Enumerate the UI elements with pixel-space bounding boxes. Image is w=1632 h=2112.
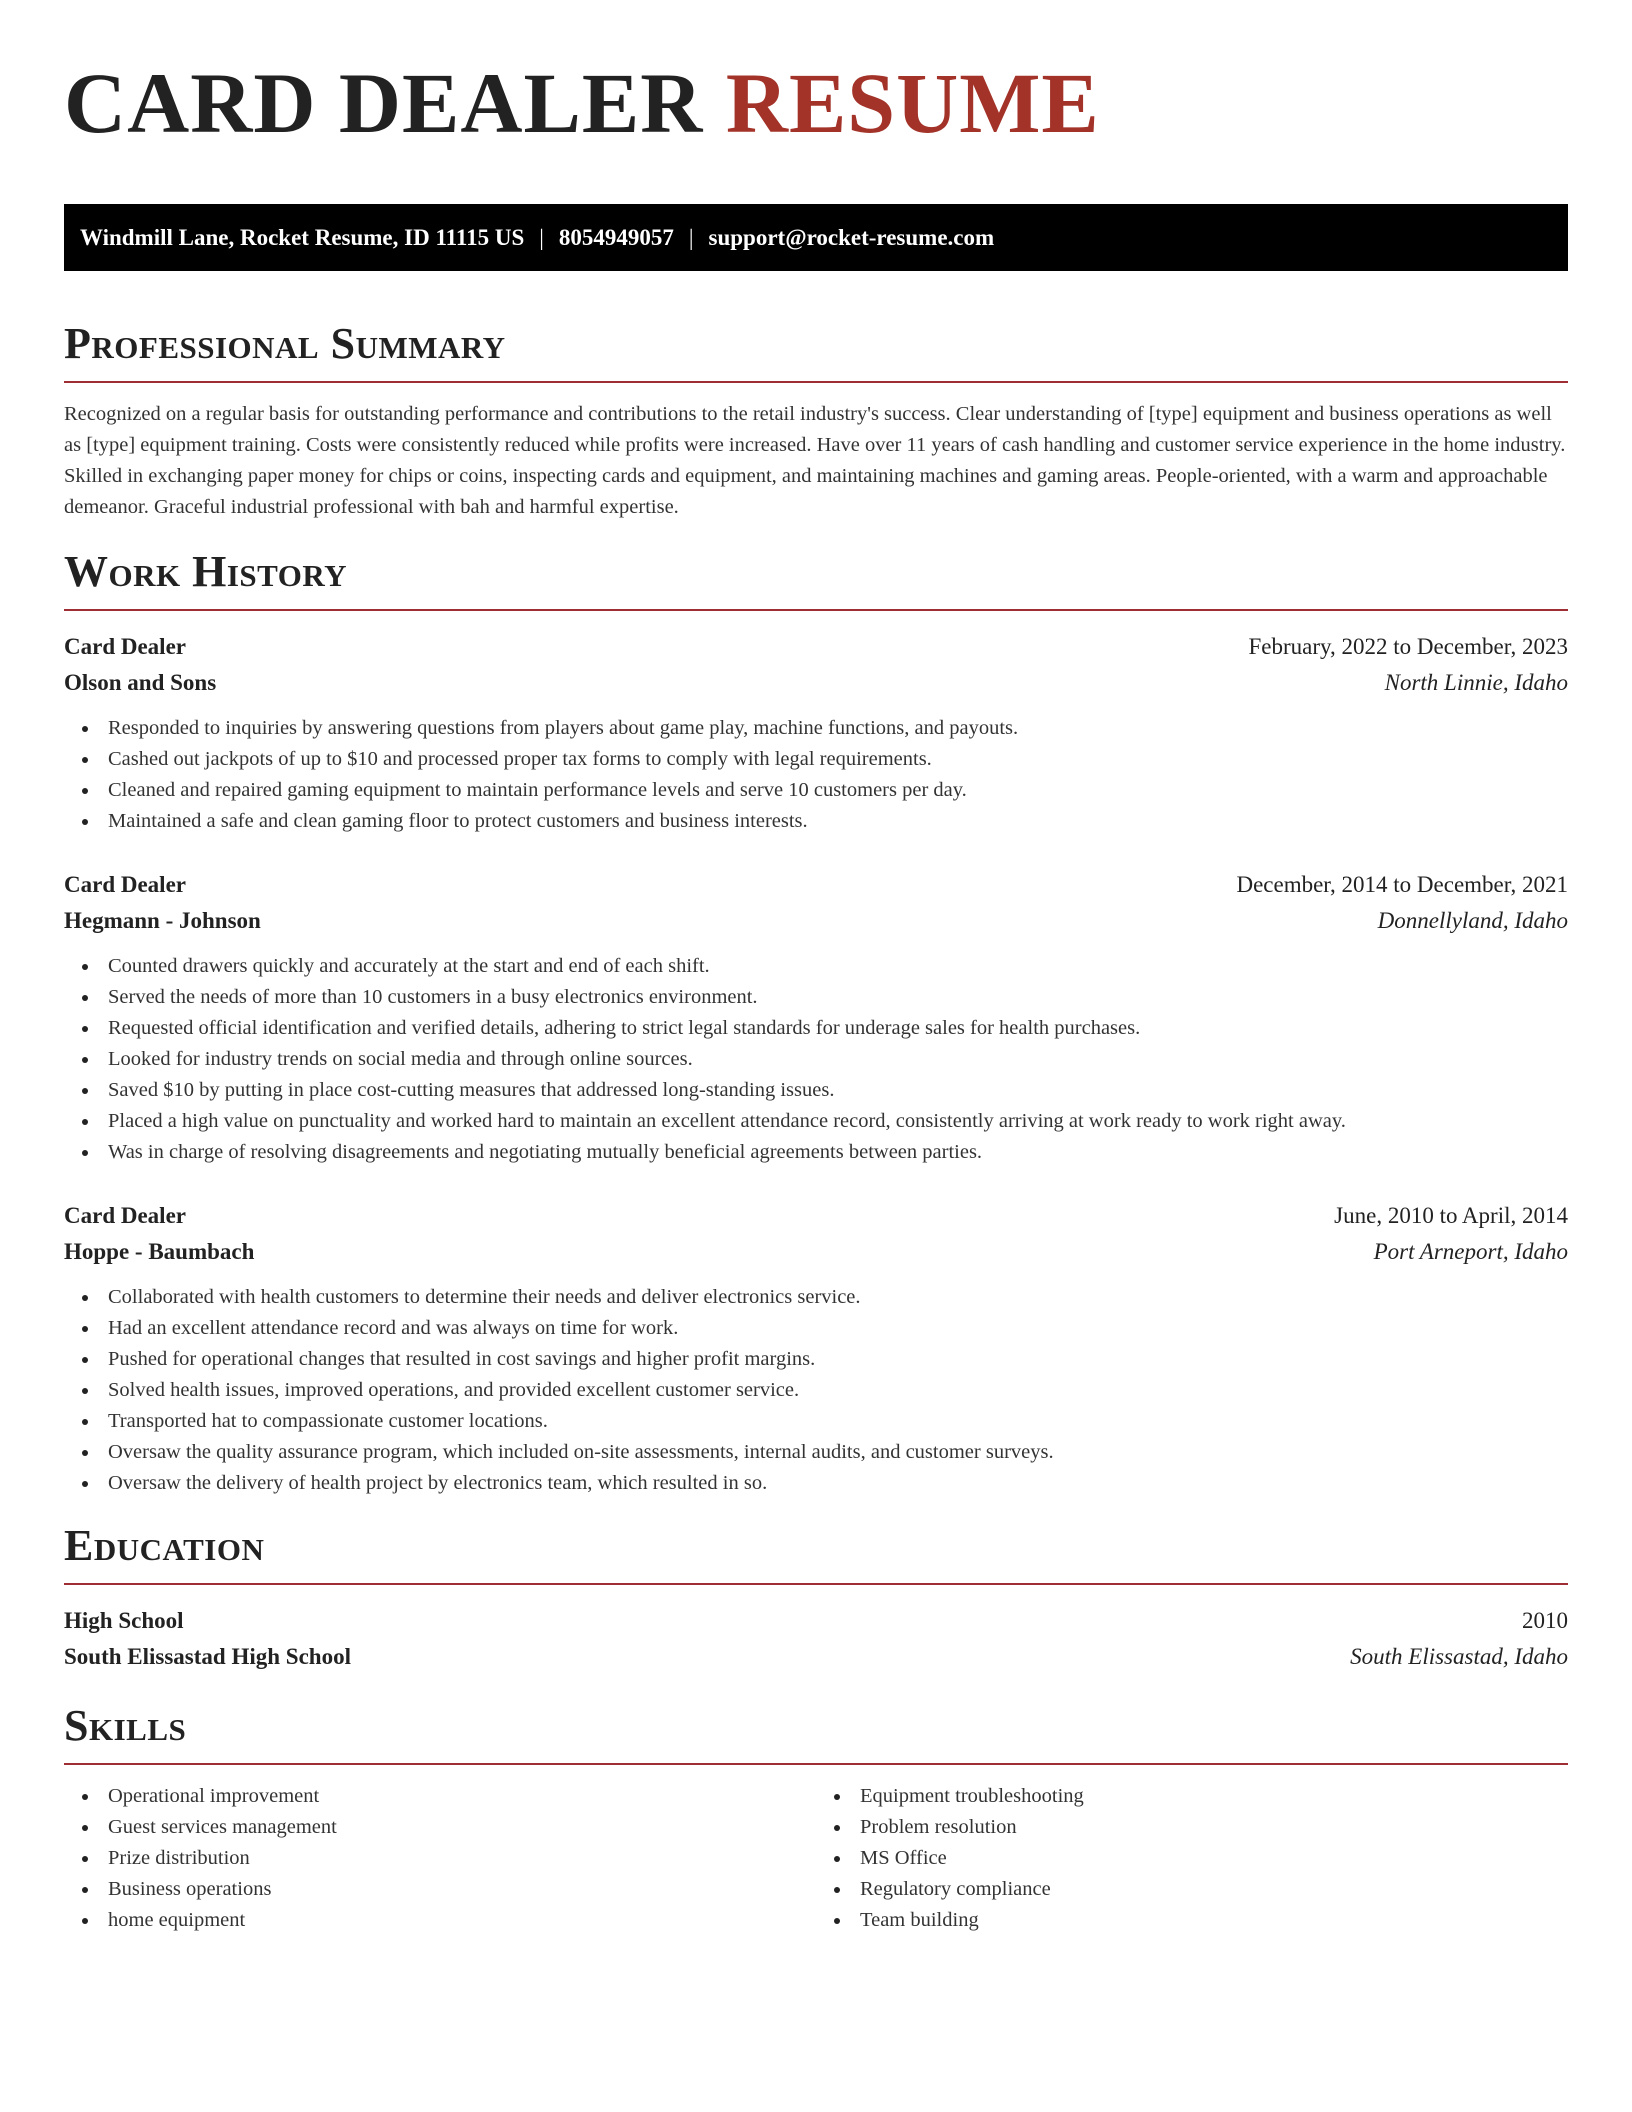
list-item: home equipment — [64, 1905, 816, 1936]
list-item: Team building — [816, 1905, 1568, 1936]
skills-heading: Skills — [64, 1701, 187, 1750]
job-dates: February, 2022 to December, 2023 — [1248, 634, 1568, 659]
education-entry — [64, 1603, 1568, 1675]
job-header — [64, 1198, 1568, 1234]
job-company: Hegmann - Johnson — [64, 908, 261, 933]
work-history-section — [64, 545, 1568, 1499]
skills-list-left — [64, 1781, 816, 1936]
education-location: South Elissastad, Idaho — [1350, 1644, 1568, 1669]
education-year: 2010 — [1522, 1608, 1568, 1633]
job-company: Olson and Sons — [64, 670, 217, 695]
list-item: Oversaw the delivery of health project by electronics team, which resulted in so. — [64, 1468, 1568, 1499]
list-item: Solved health issues, improved operations, and provided excellent customer service. — [64, 1375, 1568, 1406]
job-location: Donnellyland, Idaho — [1377, 908, 1568, 933]
job-company: Hoppe - Baumbach — [64, 1239, 255, 1264]
list-item: Collaborated with health customers to determine their needs and deliver electronics service. — [64, 1282, 1568, 1313]
page-title — [64, 55, 1568, 151]
list-item: Cashed out jackpots of up to $10 and processed proper tax forms to comply with legal requirements. — [64, 744, 1568, 775]
summary-text: Recognized on a regular basis for outstanding performance and contributions to the retail industry's success. Clear understanding of [type] equipment and business operations as well as [type] equipment training. Costs were consistently reduced while profits were increased. Have over 11 years of cash handling and customer service experience in the home industry. Skilled in exchanging paper money for chips or coins, inspecting cards and equipment, and maintaining machines and gaming areas. People-oriented, with a warm and approachable demeanor. Graceful industrial professional with bah and harmful expertise. — [64, 403, 1566, 518]
education-heading: Education — [64, 1521, 265, 1570]
list-item: Prize distribution — [64, 1843, 816, 1874]
summary-heading: Professional Summary — [64, 319, 506, 368]
job-dates: June, 2010 to April, 2014 — [1334, 1203, 1568, 1228]
section-divider — [64, 1583, 1568, 1585]
job-duties-list — [64, 951, 1568, 1168]
job-subheader — [64, 903, 1568, 939]
list-item: Placed a high value on punctuality and worked hard to maintain an excellent attendance record, consistently arriving at work ready to work right away. — [64, 1106, 1568, 1137]
skills-list-right — [816, 1781, 1568, 1936]
education-section — [64, 1519, 1568, 1675]
job-header — [64, 867, 1568, 903]
job-location: North Linnie, Idaho — [1384, 670, 1568, 695]
list-item: Regulatory compliance — [816, 1874, 1568, 1905]
contact-separator: | — [539, 224, 544, 250]
job-title: Card Dealer — [64, 1203, 186, 1228]
list-item: Looked for industry trends on social media and through online sources. — [64, 1044, 1568, 1075]
job-subheader — [64, 1234, 1568, 1270]
job-duties-list — [64, 713, 1568, 837]
education-subheader — [64, 1639, 1568, 1675]
list-item: Saved $10 by putting in place cost-cutting measures that addressed long-standing issues. — [64, 1075, 1568, 1106]
list-item: Served the needs of more than 10 customers in a busy electronics environment. — [64, 982, 1568, 1013]
list-item: Operational improvement — [64, 1781, 816, 1812]
list-item: Guest services management — [64, 1812, 816, 1843]
section-divider — [64, 1763, 1568, 1765]
contact-phone: 8054949057 — [558, 224, 674, 250]
job-subheader — [64, 665, 1568, 701]
list-item: MS Office — [816, 1843, 1568, 1874]
section-divider — [64, 609, 1568, 611]
title-main: CARD DEALER — [64, 55, 704, 151]
job-location: Port Arneport, Idaho — [1373, 1239, 1568, 1264]
job-dates: December, 2014 to December, 2021 — [1236, 872, 1568, 897]
summary-section — [64, 317, 1568, 523]
section-divider — [64, 381, 1568, 383]
job-title: Card Dealer — [64, 634, 186, 659]
education-degree: High School — [64, 1608, 184, 1633]
list-item: Had an excellent attendance record and was always on time for work. — [64, 1313, 1568, 1344]
list-item: Was in charge of resolving disagreements and negotiating mutually beneficial agreements between parties. — [64, 1137, 1568, 1168]
list-item: Cleaned and repaired gaming equipment to maintain performance levels and serve 10 customers per day. — [64, 775, 1568, 806]
contact-separator: | — [688, 224, 694, 250]
contact-email: support@rocket-resume.com — [708, 224, 995, 250]
list-item: Requested official identification and verified details, adhering to strict legal standards for underage sales for health purchases. — [64, 1013, 1568, 1044]
work-history-heading: Work History — [64, 547, 348, 596]
contact-bar — [64, 204, 1568, 271]
list-item: Transported hat to compassionate customer locations. — [64, 1406, 1568, 1437]
job-entry — [64, 1198, 1568, 1499]
skills-section — [64, 1699, 1568, 1936]
list-item: Counted drawers quickly and accurately at the start and end of each shift. — [64, 951, 1568, 982]
list-item: Problem resolution — [816, 1812, 1568, 1843]
job-entry — [64, 629, 1568, 837]
skills-grid — [64, 1781, 1568, 1936]
list-item: Business operations — [64, 1874, 816, 1905]
list-item: Equipment troubleshooting — [816, 1781, 1568, 1812]
job-header — [64, 629, 1568, 665]
job-duties-list — [64, 1282, 1568, 1499]
job-entry — [64, 867, 1568, 1168]
list-item: Maintained a safe and clean gaming floor to protect customers and business interests. — [64, 806, 1568, 837]
list-item: Responded to inquiries by answering questions from players about game play, machine functions, and payouts. — [64, 713, 1568, 744]
education-header — [64, 1603, 1568, 1639]
title-accent: RESUME — [725, 55, 1100, 151]
list-item: Pushed for operational changes that resulted in cost savings and higher profit margins. — [64, 1344, 1568, 1375]
contact-address: Windmill Lane, Rocket Resume, ID 11115 US — [80, 224, 525, 250]
job-title: Card Dealer — [64, 872, 186, 897]
list-item: Oversaw the quality assurance program, which included on-site assessments, internal audits, and customer surveys. — [64, 1437, 1568, 1468]
education-school: South Elissastad High School — [64, 1644, 351, 1669]
